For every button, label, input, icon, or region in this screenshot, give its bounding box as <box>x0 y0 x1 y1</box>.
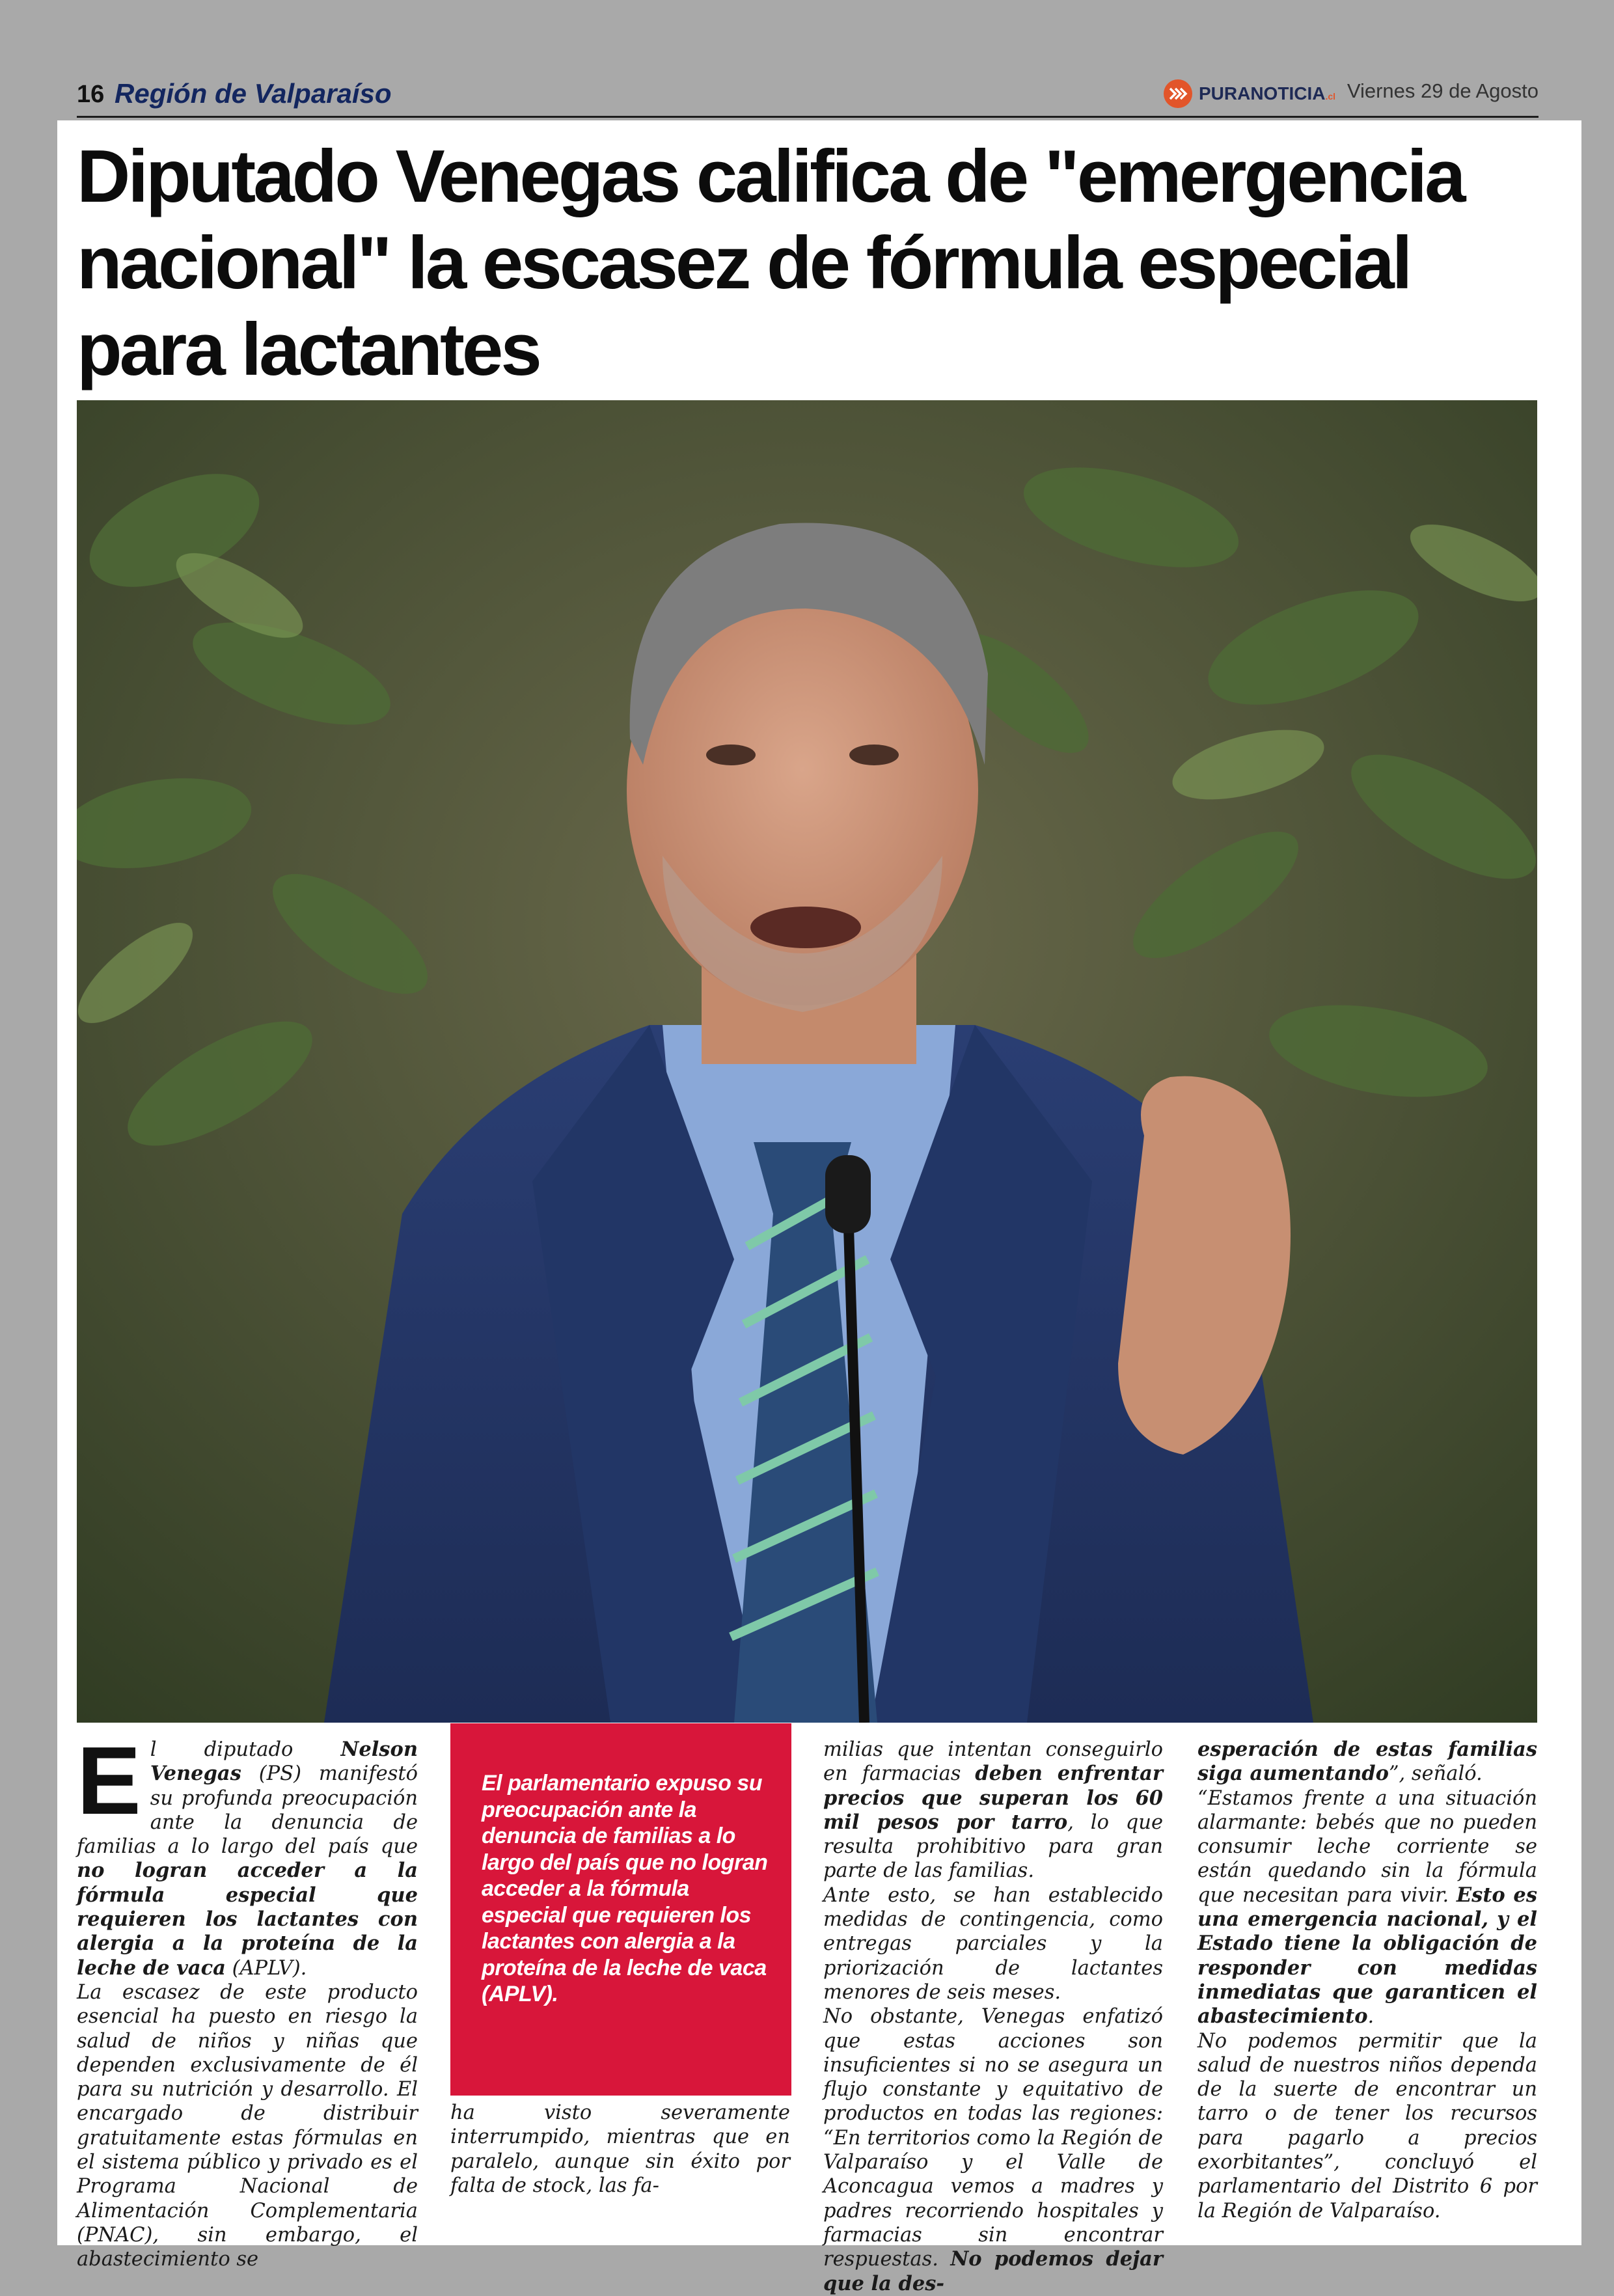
photo-person-speaking-at-microphone <box>77 400 1537 1723</box>
article-column-1 <box>77 1727 418 2272</box>
paragraph: No podemos permitir que la salud de nuestros niños dependa de la suerte de encontrar un tarro o de tener los recursos para pagarlo a precios exorbitantes”, concluyó el parlamentario del Distrito 6 por la Región de Valparaíso. <box>1197 2029 1537 2222</box>
article-headline: Diputado Venegas califica de "emergencia nacional" la escasez de fórmula especial para lactantes <box>77 135 1464 391</box>
article-column-3 <box>823 1738 1163 2296</box>
paragraph: La escasez de este producto esencial ha puesto en riesgo la salud de niños y niñas que dependen exclusivamente de él para su nutrición y desarrollo. El encargado de distribuir gratuitamente estas fórmulas en el sistema público y privado es el Programa Nacional de Alimentación Complementaria (PNAC), sin embargo, el abastecimiento se <box>77 1980 418 2271</box>
paragraph: “Estamos frente a una situación alarmante: bebés que no pueden consumir leche corriente se están quedando sin la fórmula que necesitan para vivir. Esto es una emergencia nacional, y el Estado tiene la obligación de responder con medidas inmediatas que garanticen el abastecimiento. <box>1197 1786 1538 2029</box>
section-title: Región de Valparaíso <box>115 78 392 109</box>
pull-quote-text: El parlamentario expuso su preocupación ante la denuncia de familias a lo largo del país que no logran acceder a la fórmula especial que requieren los lactantes con alergia a la proteína de la leche de vaca (APLV). <box>482 1771 768 2006</box>
article-column-2 <box>450 2101 790 2198</box>
brand-name: PURANOTICIA.cl <box>1199 83 1336 103</box>
play-chevrons-icon <box>1164 79 1192 108</box>
brand-logo <box>1164 78 1335 109</box>
pull-quote-box <box>450 1723 791 2096</box>
paragraph: milias que intentan conseguirlo en farmacias deben enfrentar precios que superan los 60 mil pesos por tarro, lo que resulta prohibitivo para gran parte de las familias. <box>823 1738 1163 1883</box>
page-number: 16 <box>77 81 105 108</box>
article-photo <box>77 400 1537 1723</box>
paragraph: Ante esto, se han establecido medidas de contingencia, como entregas parciales y la priorización de lactantes menores de seis meses. <box>823 1883 1163 2004</box>
paragraph: esperación de estas familias siga aumentando”, señaló. <box>1197 1738 1537 1786</box>
issue-date: Viernes 29 de Agosto <box>1347 79 1539 102</box>
page-header <box>77 70 1539 118</box>
paragraph: ha visto severamente interrumpido, mientras que en paralelo, aunque sin éxito por falta de stock, las fa- <box>450 2101 790 2197</box>
article-column-4 <box>1197 1738 1537 2223</box>
paragraph: No obstante, Venegas enfatizó que estas acciones son insuficientes si no se asegura un flujo constante y equitativo de productos en todas las regiones: “En territorios como la Región de Valparaíso y el Valle de Aconcagua vemos a madres y padres recorriendo hospitales y farmacias sin encontrar respuestas. No podemos dejar que la des- <box>823 2005 1163 2295</box>
drop-cap: E <box>77 1727 141 1835</box>
paragraph-intro: El diputado Nelson Venegas (PS) manifestó su profunda preocupación ante la denuncia de familias a lo largo del país que no logran acceder a la fórmula especial que requieren los lactantes con alergia a la proteína de la leche de vaca (APLV). <box>77 1727 418 1980</box>
